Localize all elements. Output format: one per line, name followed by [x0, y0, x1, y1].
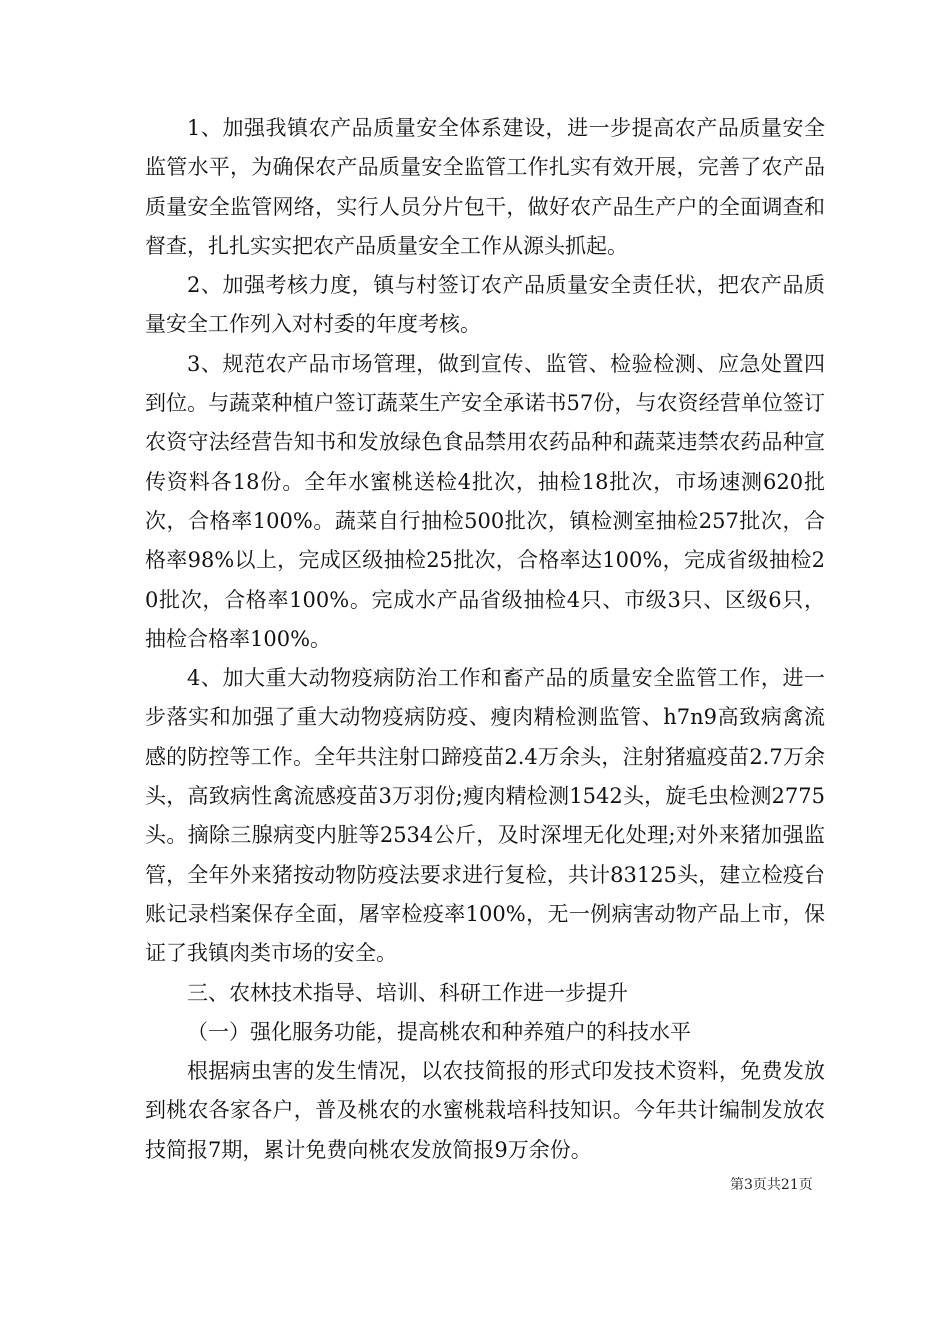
section-heading: 三、农林技术指导、培训、科研工作进一步提升: [187, 980, 628, 1005]
paragraph-4: 4、加大重大动物疫病防治工作和畜产品的质量安全监管工作，进一步落实和加强了重大动物疫病防疫、瘦肉精检测监管、h7n9高致病禽流感的防控等工作。全年共注射口蹄疫苗2.4万余头，注射猪瘟疫苗2.7万余头，高致病性禽流感疫苗3万羽份;瘦肉精检测1542头，旋毛虫检测2775头。摘除三腺病变内脏等2534公斤，及时深埋无化处理;对外来猪加强监管，全年外来猪按动物防疫法要求进行复检，共计83125头，建立检疫台账记录档案保存全面，屠宰检疫率100%，无一例病害动物产品上市，保证了我镇肉类市场的安全。: [145, 666, 825, 966]
page-number: 第3页共21页: [730, 1177, 813, 1193]
paragraph-3: 3、规范农产品市场管理，做到宣传、监管、检验检测、应急处置四到位。与蔬菜种植户签订蔬菜生产安全承诺书57份，与农资经营单位签订农资守法经营告知书和发放绿色食品禁用农药品种和蔬菜违禁农药品种宣传资料各18份。全年水蜜桃送检4批次，抽检18批次，市场速测620批次，合格率100%。蔬菜自行抽检500批次，镇检测室抽检257批次，合格率98%以上，完成区级抽检25批次，合格率达100%，完成省级抽检20批次，合格率100%。完成水产品省级抽检4只、市级3只、区级6只，抽检合格率100%。: [145, 351, 825, 651]
document-body: [145, 109, 825, 1170]
paragraph-5: 根据病虫害的发生情况，以农技简报的形式印发技术资料，免费发放到桃农各家各户，普及桃农的水蜜桃栽培科技知识。今年共计编制发放农技简报7期，累计免费向桃农发放简报9万余份。: [145, 1059, 825, 1162]
paragraph-1: 1、加强我镇农产品质量安全体系建设，进一步提高农产品质量安全监管水平，为确保农产品质量安全监管工作扎实有效开展，完善了农产品质量安全监管网络，实行人员分片包干，做好农产品生产户的全面调查和督查，扎扎实实把农产品质量安全工作从源头抓起。: [145, 116, 825, 258]
subsection-heading: （一）强化服务功能，提高桃农和种养殖户的科技水平: [187, 1019, 691, 1044]
paragraph-2: 2、加强考核力度，镇与村签订农产品质量安全责任状，把农产品质量安全工作列入对村委的年度考核。: [145, 273, 825, 337]
